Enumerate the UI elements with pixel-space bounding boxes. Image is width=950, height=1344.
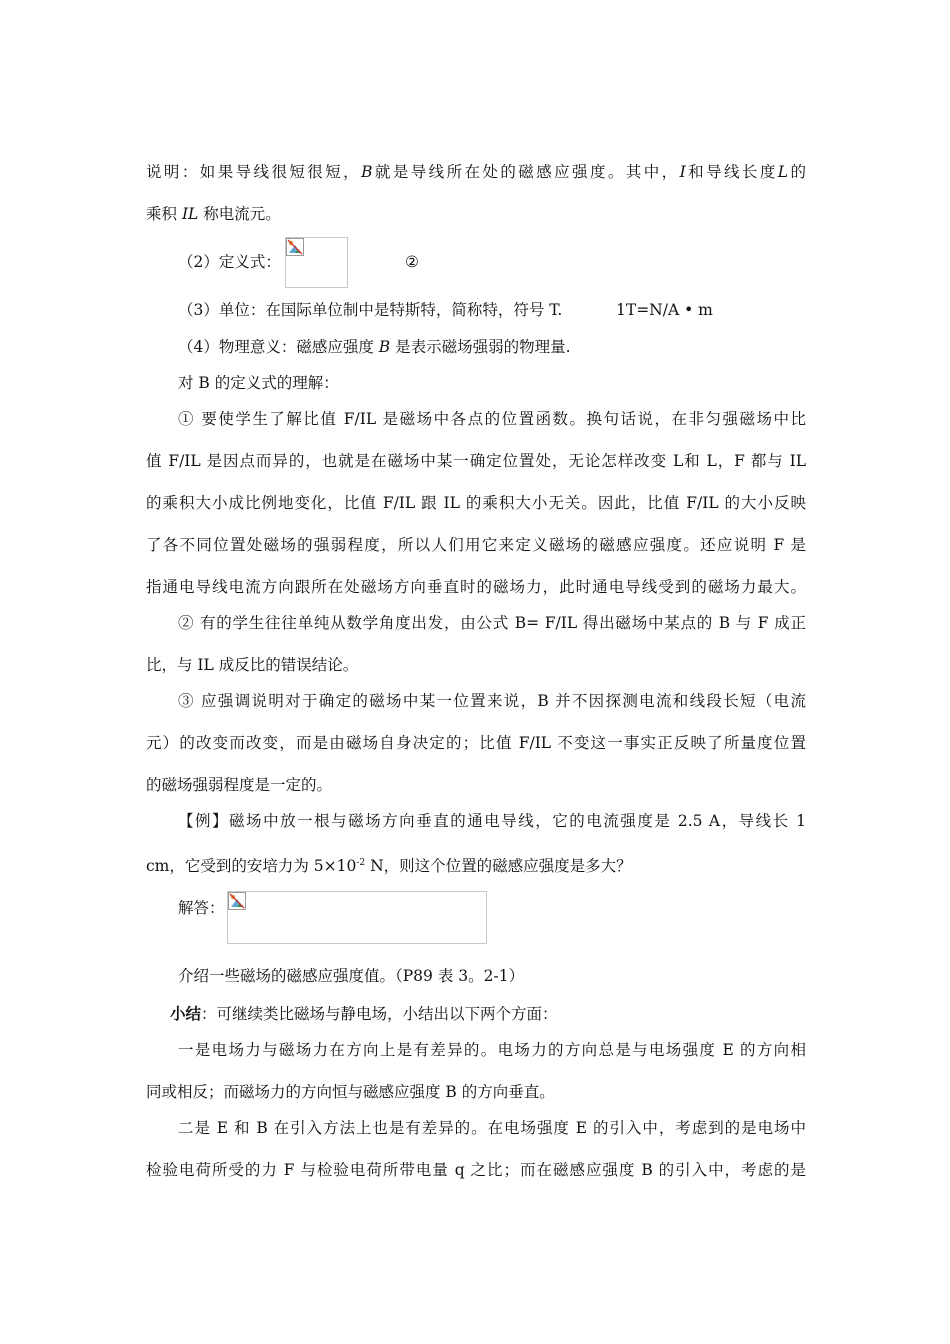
point1-line: 值 F/IL 是因点而异的，也就是在磁场中某一确定位置处，无论怎样改变 L和 L，F 都与 IL [146, 452, 806, 470]
broken-image-icon [286, 238, 304, 256]
point3-line: 的磁场强弱程度是一定的。 [146, 776, 333, 794]
unit-line: （3）单位：在国际单位制中是特斯特，简称特，符号 T. [178, 301, 563, 319]
understanding-title: 对 B 的定义式的理解： [178, 374, 339, 392]
summary-line: 小结：可继续类比磁场与静电场，小结出以下两个方面： [170, 1004, 558, 1023]
answer-formula-image [227, 891, 487, 944]
point1-line: 指通电导线电流方向跟所在处磁场方向垂直时的磁场力，此时通电导线受到的磁场力最大。 [146, 578, 806, 596]
summary-point-one: 一是电场力与磁场力在方向上是有差异的。电场力的方向总是与电场强度 E 的方向相 [178, 1041, 806, 1059]
unit-equation: 1T=N/A • m [616, 301, 713, 319]
physical-meaning: （4）物理意义：磁感应强度 B 是表示磁场强弱的物理量. [178, 338, 571, 356]
equation-marker: ② [405, 253, 419, 271]
explanation-line-2: 乘积 IL 称电流元。 [146, 205, 281, 223]
point1-line: ① 要使学生了解比值 F/IL 是磁场中各点的位置函数。换句话说，在非匀强磁场中比 [178, 410, 806, 428]
explanation-line-1: 说明：如果导线很短很短，B就是导线所在处的磁感应强度。其中，I和导线长度L的 [146, 163, 806, 181]
point2-line: 比，与 IL 成反比的错误结论。 [146, 656, 359, 674]
example-line-2: cm，它受到的安培力为 $5\times 10^{-2}$ N，则这个位置的磁感应强度是多大？ [146, 857, 632, 875]
answer-label: 解答： [178, 899, 225, 917]
summary-point-one: 同或相反；而磁场力的方向恒与磁感应强度 B 的方向垂直。 [146, 1083, 555, 1101]
point3-line: ③ 应强调说明对于确定的磁场中某一位置来说，B 并不因探测电流和线段长短（电流 [178, 692, 806, 710]
example-line-1: 【例】磁场中放一根与磁场方向垂直的通电导线，它的电流强度是 2.5 A，导线长 1 [178, 812, 806, 830]
point1-line: 了各不同位置处磁场的强弱程度，所以人们用它来定义磁场的磁感应强度。还应说明 F 是 [146, 536, 806, 554]
point3-line: 元）的改变而改变，而是由磁场自身决定的；比值 F/IL 不变这一事实正反映了所量度位置 [146, 734, 806, 752]
definition-label: （2）定义式： [178, 253, 281, 271]
point1-line: 的乘积大小成比例地变化，比值 F/IL 跟 IL 的乘积大小无关。因此，比值 F/IL 的大小反映 [146, 494, 806, 512]
summary-point-two: 检验电荷所受的力 F 与检验电荷所带电量 q 之比；而在磁感应强度 B 的引入中，考虑的是 [146, 1161, 806, 1179]
point2-line: ② 有的学生往往单纯从数学角度出发，由公式 B= F/IL 得出磁场中某点的 B 与 F 成正 [178, 614, 806, 632]
intro-line: 介绍一些磁场的磁感应强度值。（P89 表 3。2-1） [178, 967, 525, 985]
summary-point-two: 二是 E 和 B 在引入方法上也是有差异的。在电场强度 E 的引入中，考虑到的是电场中 [178, 1119, 806, 1137]
definition-formula-image [285, 237, 348, 288]
broken-image-icon [228, 892, 246, 910]
